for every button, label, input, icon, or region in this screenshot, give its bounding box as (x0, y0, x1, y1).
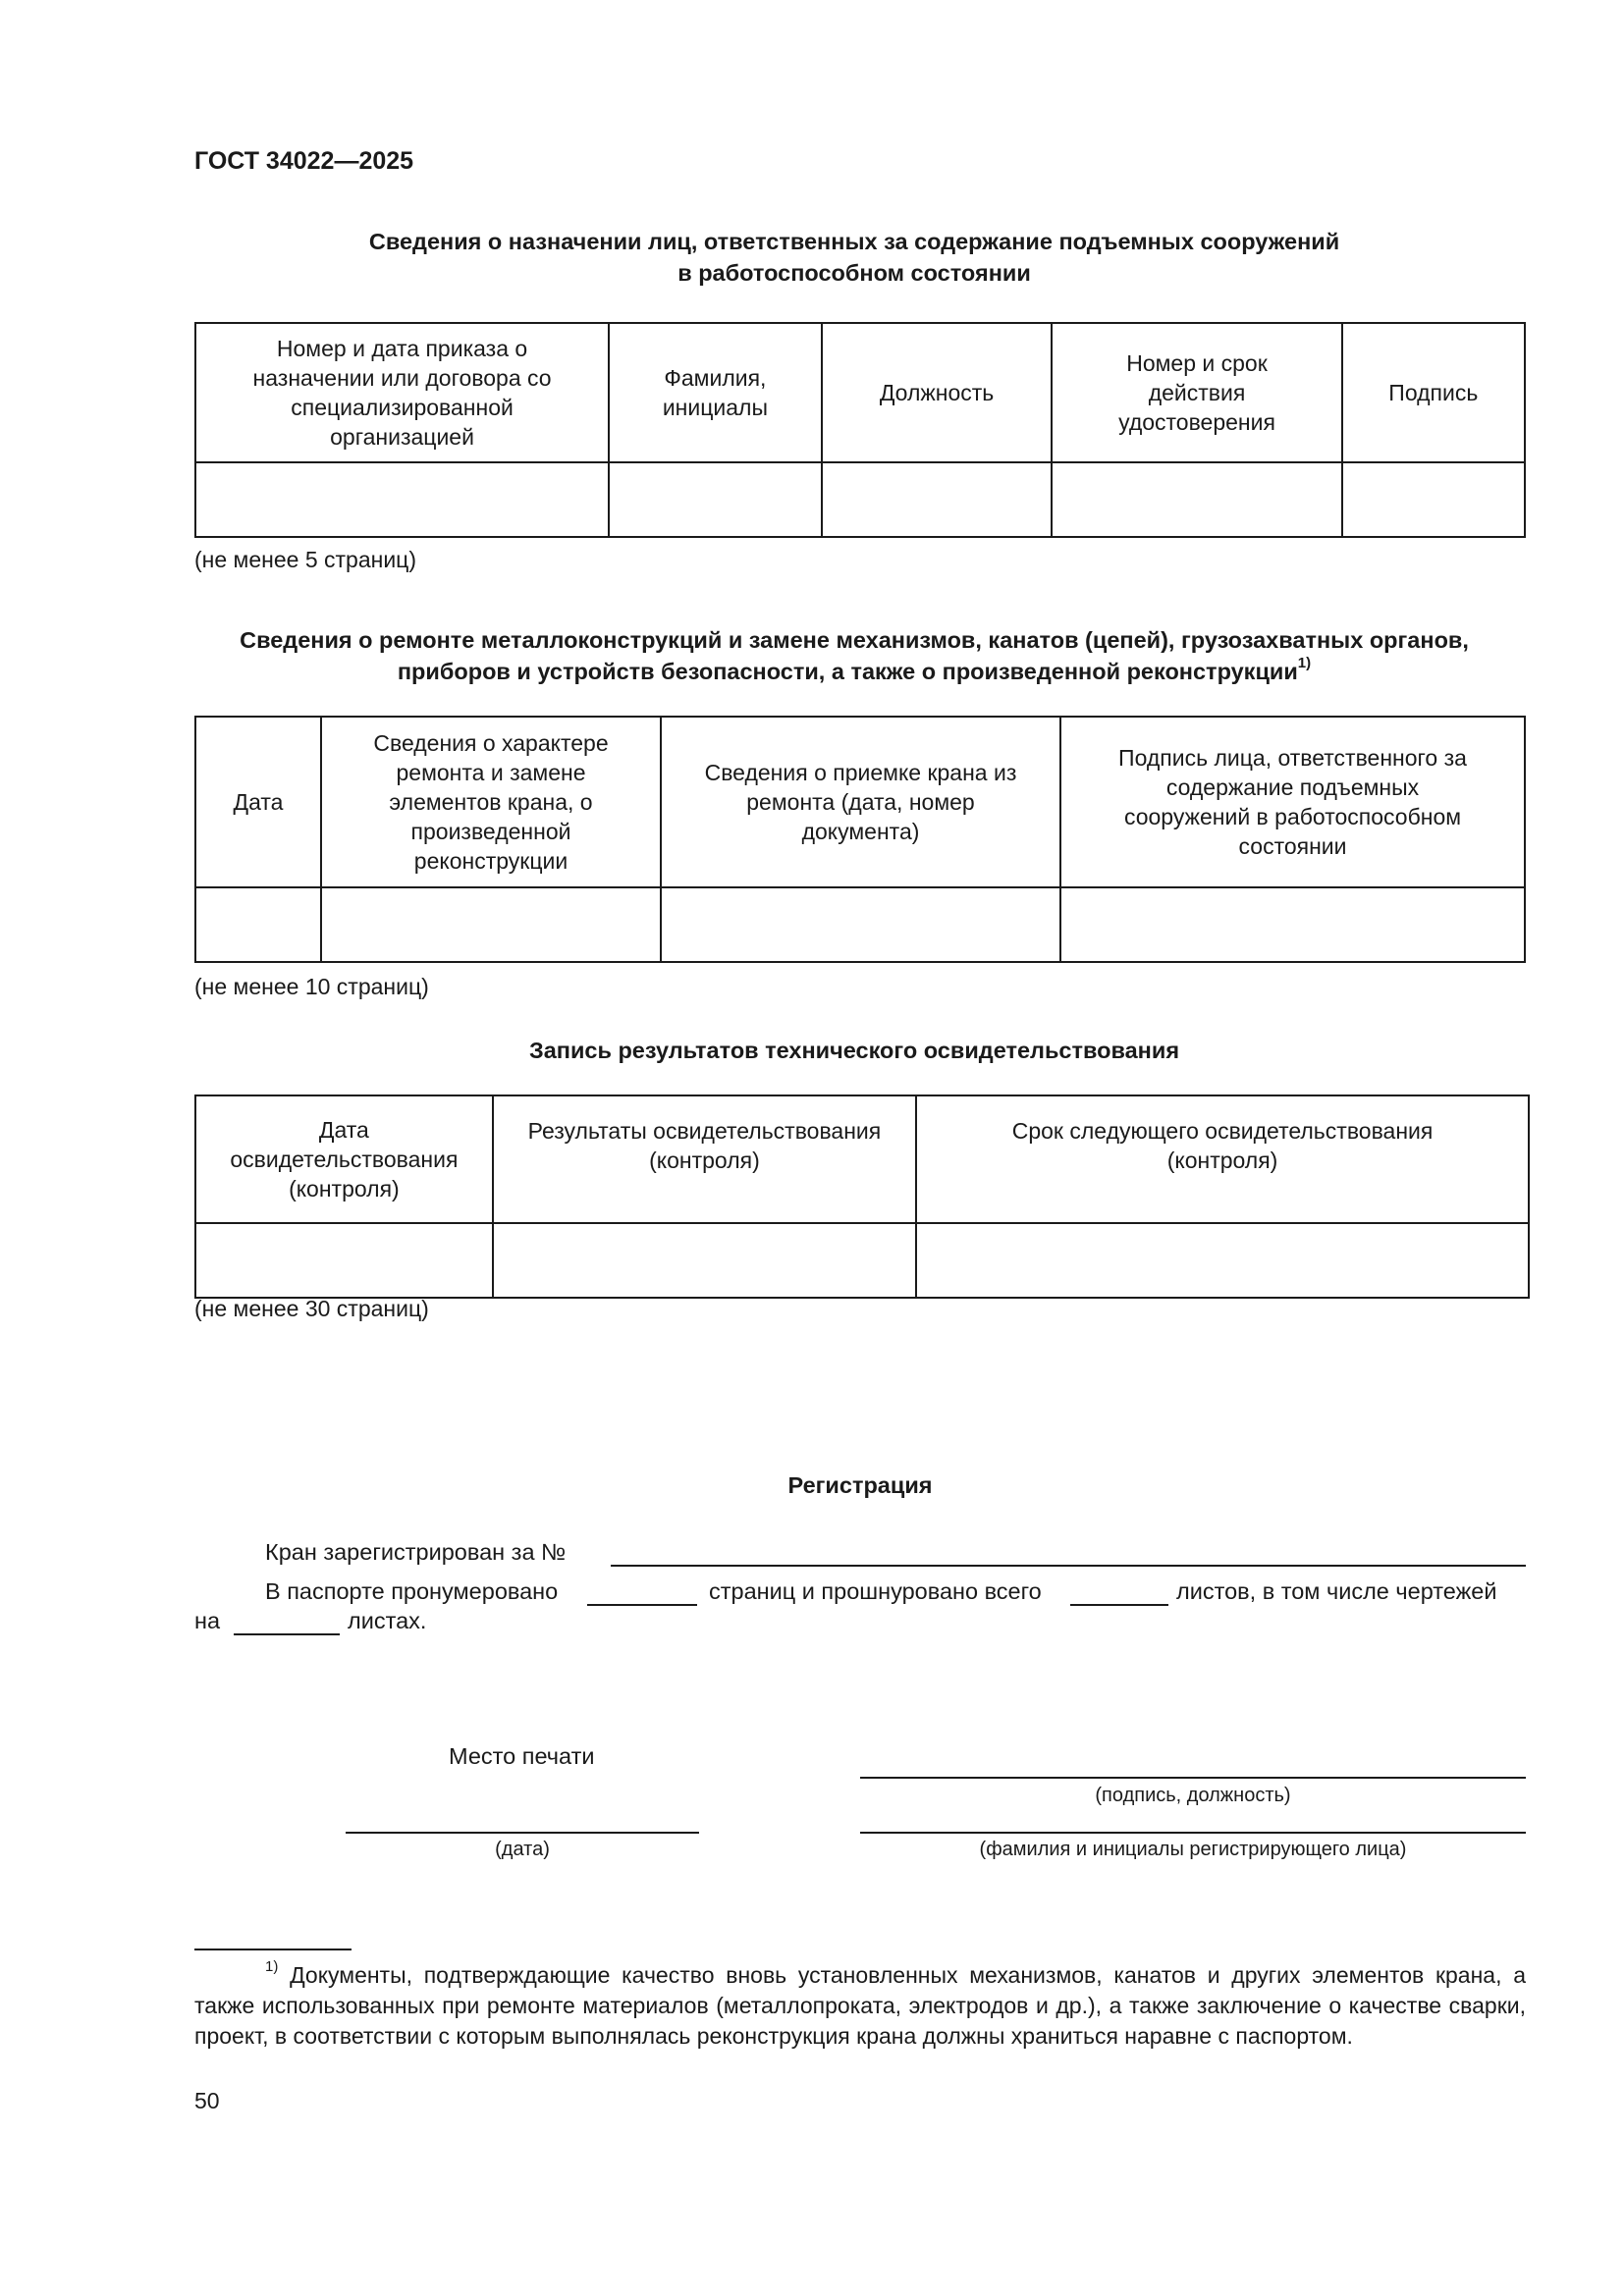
column-header: Результаты освидетельствования (контроля) (493, 1095, 916, 1223)
responsible-persons-table (194, 322, 1526, 538)
section2-title-line1: Сведения о ремонте металлоконструкций и замене механизмов, канатов (цепей), грузозахватных органов, (240, 627, 1469, 653)
column-header: Подпись (1342, 323, 1525, 462)
table-row (195, 462, 1525, 537)
table-cell[interactable] (1052, 462, 1341, 537)
column-header: Дата (195, 717, 321, 887)
section2-note: (не менее 10 страниц) (194, 974, 429, 999)
signature-caption: (подпись, должность) (1095, 1785, 1291, 1806)
footnote (194, 1960, 1526, 2052)
column-header: Подпись лица, ответственного за содержание подъемных сооружений в работоспособном состоянии (1060, 717, 1525, 887)
section2-title-line2: приборов и устройств безопасности, а также о произведенной реконструкции$^{1)}$ (397, 655, 1312, 684)
page-number: 50 (194, 2088, 220, 2113)
on-label: на (194, 1608, 221, 1633)
pages-numbered-label: В паспорте пронумеровано (265, 1578, 559, 1604)
column-header: Срок следующего освидетельствования (контроля) (916, 1095, 1529, 1223)
table-cell[interactable] (661, 887, 1060, 962)
table-cell[interactable] (609, 462, 822, 537)
footnote-marker: 1) (265, 1958, 279, 1976)
footnote-rule (194, 1949, 352, 1950)
pages-laced-label: страниц и прошнуровано всего (709, 1578, 1042, 1604)
table-cell[interactable] (822, 462, 1053, 537)
section1-title (167, 226, 1542, 289)
table-cell[interactable] (195, 1223, 493, 1298)
section3-note: (не менее 30 страниц) (194, 1296, 429, 1321)
section3-title: Запись результатов технического освидетельствования (528, 1038, 1180, 1063)
name-caption: (фамилия и инициалы регистрирующего лица) (979, 1839, 1407, 1860)
table-cell[interactable] (493, 1223, 916, 1298)
table-cell[interactable] (195, 887, 321, 962)
column-header: Сведения о приемке крана из ремонта (дата, номер документа) (661, 717, 1060, 887)
stamp-place-label: Место печати (449, 1743, 595, 1769)
table-cell[interactable] (1342, 462, 1525, 537)
column-header: Номер и дата приказа о назначении или договора со специализированной организацией (195, 323, 609, 462)
table-row (195, 1223, 1529, 1298)
pages-numbered-field[interactable] (587, 1576, 697, 1606)
name-line[interactable] (860, 1832, 1526, 1834)
column-header: Дата освидетельствования (контроля) (195, 1095, 493, 1223)
table-cell[interactable] (321, 887, 661, 962)
footnote-reference: 1) (1297, 655, 1312, 672)
drawing-sheets-field[interactable] (234, 1606, 340, 1635)
section1-title-line2: в работоспособном состоянии (677, 260, 1031, 286)
table-header-row (195, 1095, 1529, 1223)
signature-line[interactable] (860, 1777, 1526, 1779)
section1-note: (не менее 5 страниц) (194, 547, 417, 572)
column-header: Фамилия, инициалы (609, 323, 822, 462)
document-code: ГОСТ 34022—2025 (194, 147, 414, 175)
column-header: Номер и срок действия удостоверения (1052, 323, 1341, 462)
date-line[interactable] (346, 1832, 699, 1834)
column-header: Должность (822, 323, 1053, 462)
sheets-label: листах. (348, 1608, 427, 1633)
sheets-total-field[interactable] (1070, 1576, 1168, 1606)
date-caption: (дата) (495, 1839, 550, 1860)
registration-number-label: Кран зарегистрирован за № (265, 1539, 567, 1565)
registration-title: Регистрация (787, 1472, 933, 1498)
table-cell[interactable] (916, 1223, 1529, 1298)
column-header: Сведения о характере ремонта и замене элементов крана, о произведенной реконструкции (321, 717, 661, 887)
inspection-records-table (194, 1095, 1530, 1299)
table-cell[interactable] (195, 462, 609, 537)
footnote-text: Документы, подтверждающие качество вновь установленных механизмов, канатов и других элементов крана, а также использованных при ремонте материалов (металлопроката, электродов и др.), а также заключение о качестве сварки, проект, в соответствии с которым выполнялась реконструкция крана должны храниться наравне с паспортом. (194, 1962, 1526, 2049)
section1-title-line1: Сведения о назначении лиц, ответственных за содержание подъемных сооружений (368, 229, 1340, 254)
table-row (195, 887, 1525, 962)
drawings-label: листов, в том числе чертежей (1176, 1578, 1497, 1604)
section2-title (167, 624, 1542, 687)
table-header-row (195, 323, 1525, 462)
table-cell[interactable] (1060, 887, 1525, 962)
table-header-row (195, 717, 1525, 887)
registration-number-field[interactable] (611, 1537, 1526, 1567)
repair-records-table (194, 716, 1526, 963)
